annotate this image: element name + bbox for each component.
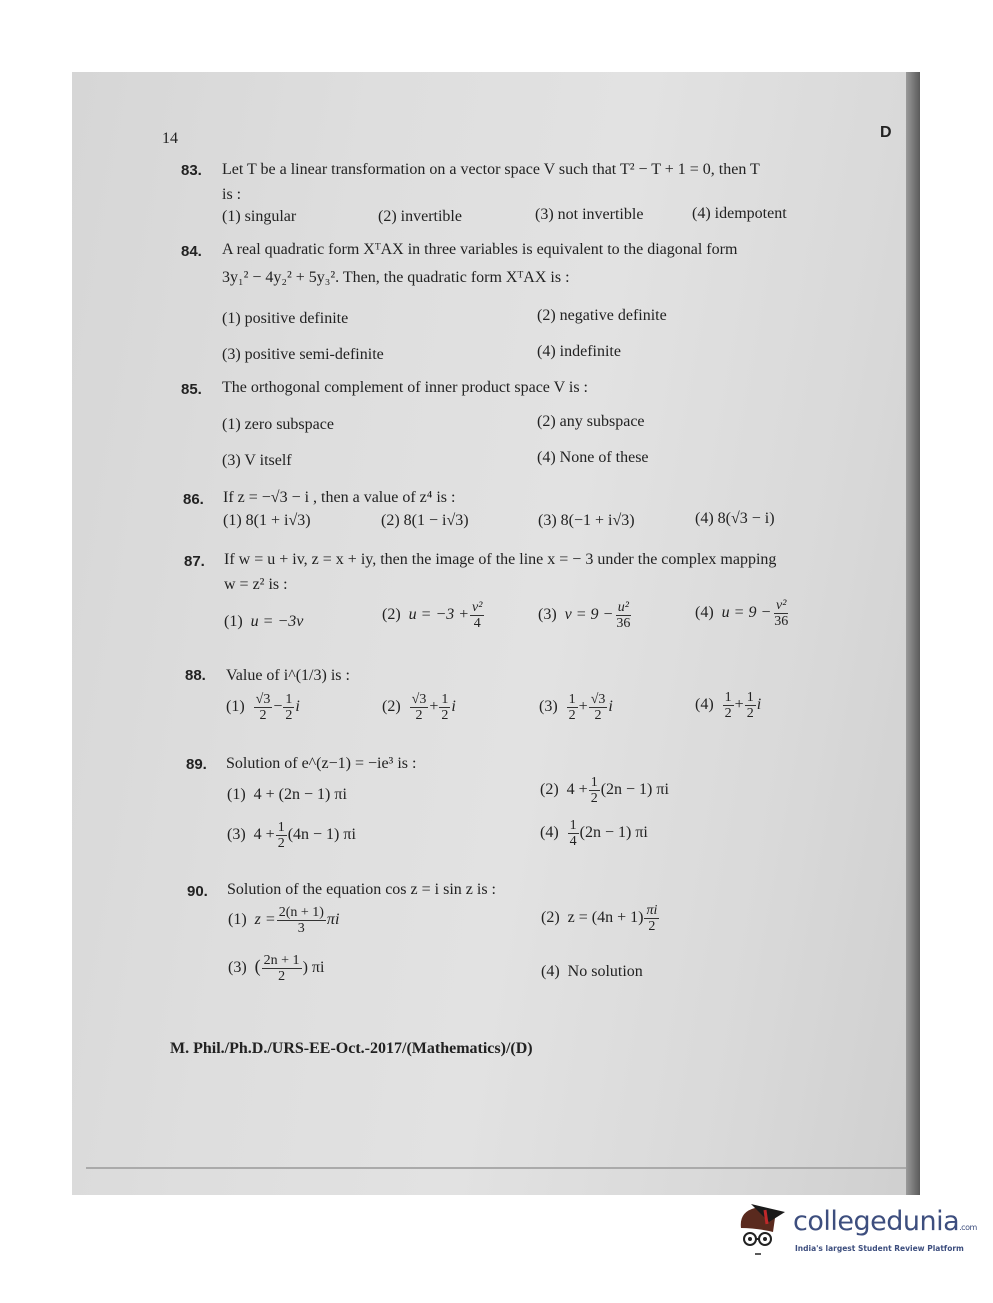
option-label: (1) [224,613,243,630]
question-text: 3y₁² − 4y₂² + 5y₃². Then, the quadratic form XᵀAX is : [222,269,570,286]
question-number: 88. [185,667,206,684]
option-label: (3) [227,826,246,844]
operator: + [429,698,439,716]
fraction [589,692,608,723]
option-value: 4 + [566,781,588,799]
numerator: √3 [590,692,606,707]
page-edge-shadow [906,72,920,1195]
option[interactable]: (2) negative definite [537,307,667,324]
denominator: 2 [278,969,286,984]
denominator: 2 [590,791,598,806]
numerator: u² [617,600,629,615]
collegedunia-logo[interactable] [735,1198,977,1268]
denominator: 36 [774,614,789,629]
option[interactable] [382,692,456,723]
option-label: (2) [541,909,560,927]
paren: ( [254,956,261,977]
numerator: 1 [746,690,754,705]
operator: + [578,698,588,716]
numerator: 1 [569,818,577,833]
option-value: z = [254,911,276,929]
option[interactable]: (4) indefinite [537,343,621,360]
operator: + [734,696,744,714]
fraction [276,820,287,851]
option[interactable] [695,598,791,629]
question-text: is : [222,186,242,203]
fraction [589,775,600,806]
option[interactable]: (3) V itself [222,452,292,469]
question-text: Value of i^(1/3) is : [226,667,350,684]
numerator: 2n + 1 [263,953,300,968]
numerator: πi [646,903,658,918]
option[interactable] [224,612,303,632]
fraction [470,600,484,631]
option[interactable]: (4) None of these [537,449,649,466]
logo-name: collegedunia [793,1206,960,1237]
question-text: A real quadratic form XᵀAX in three variables is equivalent to the diagonal form [222,241,738,258]
option-value: u = 9 − [721,604,772,622]
option-value: z = (4n + 1) [567,909,644,927]
option-label: (4) [695,604,714,622]
fraction [439,692,450,723]
fraction [567,692,578,723]
denominator: 2 [724,706,732,721]
option[interactable]: (1) singular [222,208,297,225]
question-number: 86. [183,491,204,508]
option[interactable] [227,820,356,851]
option-label: (4) [695,696,714,714]
denominator: 2 [441,708,449,723]
option-value: (4n − 1) πi [287,826,356,844]
option[interactable]: (2) invertible [378,208,462,225]
question-text: w = z² is : [224,576,288,593]
fraction [723,690,734,721]
denominator: 4 [569,834,577,849]
option[interactable]: (1) positive definite [222,310,349,327]
option-value: u = −3v [250,613,304,630]
question-text: If w = u + iv, z = x + iy, then the image of the line x = − 3 under the complex mapping [224,551,777,568]
option[interactable]: (1) 8(1 + i√3) [223,512,311,529]
option[interactable] [228,953,324,984]
numerator: 1 [277,820,285,835]
option[interactable]: (3) not invertible [535,206,644,223]
option[interactable]: (3) positive semi-definite [222,346,384,363]
option[interactable]: (2) any subspace [537,413,645,430]
option-label: (2) [540,781,559,799]
option[interactable] [540,775,669,806]
page-number: 14 [162,130,178,147]
question-text: The orthogonal complement of inner product space V is : [222,379,588,396]
option-label: (1) [228,911,247,929]
option[interactable]: (3) 8(−1 + i√3) [538,512,635,529]
numerator: √3 [255,692,271,707]
fraction [277,905,326,936]
option[interactable]: (2) 8(1 − i√3) [381,512,469,529]
fraction [772,598,790,629]
imaginary-unit: i [451,698,456,716]
denominator: 2 [746,706,754,721]
option-label: (4) [541,963,560,980]
denominator: 36 [616,616,631,631]
option-value: v = 9 − [564,606,614,624]
numerator: 1 [285,692,293,707]
option-value: ) πi [302,959,325,977]
question-text: Let T be a linear transformation on a vector space V such that T² − T + 1 = 0, then T [222,161,760,178]
option[interactable] [538,600,633,631]
imaginary-unit: i [756,696,762,714]
option[interactable] [540,818,648,849]
option[interactable] [541,962,643,982]
logo-tagline: India's largest Student Review Platform [795,1244,964,1253]
option[interactable] [227,785,347,805]
numerator: 1 [441,692,449,707]
option-value: 4 + [253,826,275,844]
option-value: (2n − 1) πi [600,781,669,799]
question-text: Solution of the equation cos z = i sin z is : [227,881,496,898]
option[interactable]: (4) idempotent [692,205,787,222]
option-value: No solution [567,963,643,980]
option-value: πi [326,911,340,929]
option-label: (3) [228,959,247,977]
option[interactable]: (4) 8(√3 − i) [695,510,775,527]
option-label: (3) [539,698,558,716]
fraction [644,903,659,934]
denominator: 4 [473,616,481,631]
option[interactable] [226,692,300,723]
option-label: (2) [382,698,401,716]
question-number: 87. [184,553,205,570]
question-number: 90. [187,883,208,900]
numerator: 1 [590,775,598,790]
logo-domain: .com [959,1223,977,1232]
fraction [254,692,273,723]
series-code: D [880,124,892,141]
question-text: Solution of e^(z−1) = −ie³ is : [226,755,417,772]
option[interactable] [695,690,761,721]
option[interactable] [382,600,485,631]
option-label: (1) [226,698,245,716]
numerator: 1 [568,692,576,707]
option[interactable] [541,903,660,934]
fraction [262,953,302,984]
question-number: 85. [181,381,202,398]
imaginary-unit: i [295,698,300,716]
denominator: 2 [648,919,656,934]
denominator: 2 [259,708,267,723]
operator: − [273,698,283,716]
imaginary-unit: i [608,698,613,716]
fraction [410,692,429,723]
option-value: u = −3 + [408,606,470,624]
question-number: 84. [181,243,202,260]
numerator: v² [472,600,483,615]
option[interactable] [228,905,339,936]
paper-code-footer: M. Phil./Ph.D./URS-EE-Oct.-2017/(Mathematics)/(D) [170,1040,533,1057]
denominator: 2 [594,708,602,723]
numerator: 1 [724,690,732,705]
option-value: (2n − 1) πi [579,824,648,842]
numerator: v² [776,598,787,613]
fraction [745,690,756,721]
option[interactable] [539,692,613,723]
option[interactable]: (1) zero subspace [222,416,334,433]
denominator: 3 [297,921,305,936]
option-label: (4) [540,824,559,842]
option-label: (3) [538,606,557,624]
fraction [614,600,632,631]
fraction [568,818,579,849]
fraction [283,692,294,723]
option-value: 4 + (2n − 1) πi [253,786,347,803]
question-number: 83. [181,162,202,179]
option-label: (1) [227,786,246,803]
denominator: 2 [277,836,285,851]
question-number: 89. [186,756,207,773]
denominator: 2 [285,708,293,723]
question-text: If z = −√3 − i , then a value of z⁴ is : [223,489,456,506]
numerator: √3 [411,692,427,707]
denominator: 2 [415,708,423,723]
numerator: 2(n + 1) [278,905,324,920]
denominator: 2 [568,708,576,723]
mascot-icon [735,1198,791,1258]
logo-wordmark [793,1206,977,1237]
option-label: (2) [382,606,401,624]
page-bottom-edge [86,1167,906,1169]
